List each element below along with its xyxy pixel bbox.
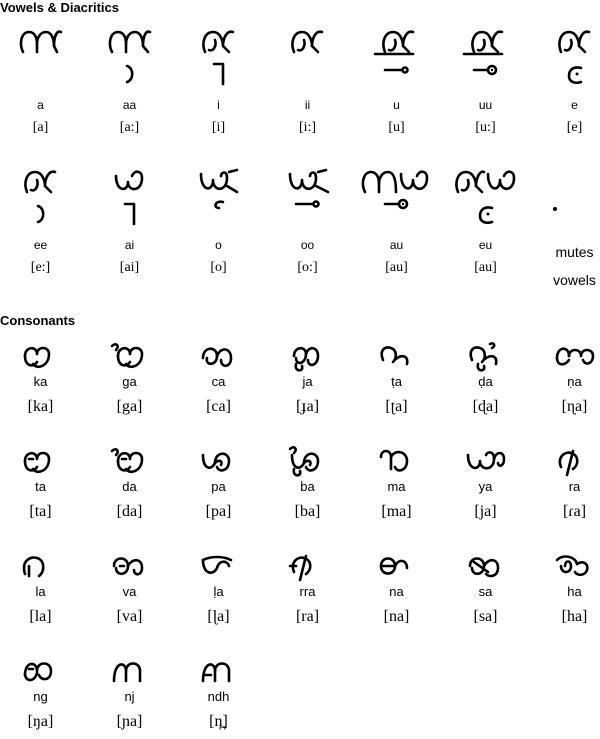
vowel-name: a xyxy=(37,98,44,112)
consonant-ipa: [la] xyxy=(29,608,52,625)
vowel-i-sign xyxy=(174,58,263,98)
vowel-au-sign xyxy=(352,198,441,238)
consonant-glyph xyxy=(441,550,530,584)
vowel-name: i xyxy=(217,98,220,112)
consonant-cell xyxy=(441,550,530,626)
consonant-name: ṇa xyxy=(567,374,582,389)
vowel-ipa: [au] xyxy=(385,260,408,275)
consonant-name: sa xyxy=(478,584,493,599)
vowel-au xyxy=(352,164,441,276)
vowel-oo-sign xyxy=(263,198,352,238)
consonant-glyph xyxy=(0,655,85,689)
consonant-glyph xyxy=(85,340,174,374)
vowel-uu-glyph xyxy=(441,24,530,58)
consonant-ipa: [ɟa] xyxy=(295,398,320,415)
consonant-cell xyxy=(530,445,600,521)
consonant-glyph xyxy=(352,340,441,374)
consonant-cell xyxy=(530,550,600,626)
vowel-ee-glyph xyxy=(0,164,85,198)
consonant-glyph xyxy=(263,340,352,374)
consonant-ipa: [ma] xyxy=(381,503,412,520)
consonant-ipa: [ɖa] xyxy=(472,398,499,415)
consonant-glyph xyxy=(352,550,441,584)
consonant-name: ca xyxy=(211,374,226,389)
consonant-glyph xyxy=(530,340,600,374)
consonant-glyph xyxy=(174,445,263,479)
consonant-glyph xyxy=(174,340,263,374)
consonant-glyph xyxy=(85,445,174,479)
vowel-oo-glyph xyxy=(263,164,352,198)
vowel-o xyxy=(174,164,263,276)
consonant-ipa: [ga] xyxy=(116,398,143,415)
consonant-ipa: [ɭa] xyxy=(207,608,230,625)
consonant-name: ja xyxy=(302,374,313,389)
vowel-ipa: [e] xyxy=(566,120,583,135)
vowel-u-sign xyxy=(352,58,441,98)
consonant-glyph xyxy=(0,340,85,374)
consonant-glyph xyxy=(441,445,530,479)
consonant-cell xyxy=(263,340,352,416)
consonant-name: ra xyxy=(568,479,581,494)
vowel-ai-glyph xyxy=(85,164,174,198)
vowel-ipa: [e:] xyxy=(30,260,51,275)
vowel-name: uu xyxy=(478,98,493,112)
vowel-a-glyph xyxy=(0,24,85,58)
consonant-cell xyxy=(352,550,441,626)
consonant-cell xyxy=(85,655,174,731)
consonant-cell xyxy=(174,340,263,416)
vowel-ipa: [a] xyxy=(32,120,49,135)
vowel-name: ii xyxy=(304,98,311,112)
consonant-ipa: [ra] xyxy=(295,608,320,625)
vowel-e-sign xyxy=(530,58,600,98)
consonant-glyph xyxy=(174,550,263,584)
consonant-name: na xyxy=(389,584,404,599)
consonant-glyph xyxy=(85,655,174,689)
vowel-ipa: [u:] xyxy=(475,120,496,135)
consonant-glyph xyxy=(530,445,600,479)
vowel-uu-sign xyxy=(441,58,530,98)
consonant-ipa: [ca] xyxy=(206,398,231,415)
vowel-uu xyxy=(441,24,530,136)
consonant-name: ṭa xyxy=(391,374,402,389)
consonant-cell xyxy=(263,550,352,626)
vowel-ee xyxy=(0,164,85,276)
consonant-name: ng xyxy=(33,689,48,704)
consonant-ipa: [pa] xyxy=(205,503,232,520)
consonant-glyph xyxy=(441,340,530,374)
vowel-name: ai xyxy=(124,238,135,252)
vowel-name: eu xyxy=(478,238,493,252)
vowel-e-glyph xyxy=(530,24,600,58)
consonant-ipa: [ʈa] xyxy=(385,398,408,415)
consonant-ipa: [ta] xyxy=(29,503,52,520)
consonant-glyph xyxy=(352,445,441,479)
vowel-a xyxy=(0,24,85,136)
vowel-eu-sign xyxy=(441,198,530,238)
consonant-name: ndh xyxy=(207,689,230,704)
consonant-ipa: [ba] xyxy=(294,503,321,520)
vowel-ii-glyph xyxy=(263,24,352,58)
vowel-aa xyxy=(85,24,174,136)
vowel-ipa: [o:] xyxy=(297,260,318,275)
mutes-label-line2: vowels xyxy=(553,272,596,288)
vowel-ii xyxy=(263,24,352,136)
vowel-ee-sign xyxy=(0,198,85,238)
consonant-name: da xyxy=(122,479,137,494)
vowel-ipa: [i] xyxy=(211,120,226,135)
vowel-u-glyph xyxy=(352,24,441,58)
vowel-name: e xyxy=(571,98,578,112)
consonant-cell xyxy=(174,655,263,731)
consonant-ipa: [ɳa] xyxy=(561,398,588,415)
consonant-cell xyxy=(174,550,263,626)
mutes-label-line1: mutes xyxy=(555,244,594,260)
vowel-eu xyxy=(441,164,530,276)
vowels-heading: Vowels & Diacritics xyxy=(0,0,119,15)
consonant-glyph xyxy=(0,445,85,479)
consonant-cell xyxy=(441,340,530,416)
vowel-name: oo xyxy=(300,238,315,252)
vowel-au-glyph xyxy=(352,164,441,198)
consonant-name: la xyxy=(35,584,46,599)
vowel-name: ee xyxy=(33,238,48,252)
consonant-ipa: [ɲa] xyxy=(116,713,143,730)
vowel-ipa: [o] xyxy=(210,260,227,275)
consonant-glyph xyxy=(174,655,263,689)
consonant-cell xyxy=(352,340,441,416)
consonant-glyph xyxy=(85,550,174,584)
consonant-cell xyxy=(0,340,85,416)
consonant-name: rra xyxy=(299,584,316,599)
consonant-glyph xyxy=(0,550,85,584)
consonant-ipa: [ja] xyxy=(474,503,497,520)
vowel-ipa: [a:] xyxy=(119,120,140,135)
consonant-name: pa xyxy=(211,479,226,494)
consonant-name: ma xyxy=(387,479,406,494)
consonant-name: va xyxy=(122,584,137,599)
consonant-cell xyxy=(0,550,85,626)
consonant-glyph xyxy=(530,550,600,584)
vowel-ipa: [u] xyxy=(388,120,405,135)
consonant-glyph xyxy=(263,445,352,479)
consonant-ipa: [da] xyxy=(116,503,143,520)
vowel-a-sign xyxy=(0,58,85,98)
consonant-name: ḷa xyxy=(213,584,224,599)
vowel-name: u xyxy=(393,98,400,112)
consonant-name: nj xyxy=(124,689,135,704)
consonant-ipa: [ka] xyxy=(27,398,54,415)
consonant-cell xyxy=(263,445,352,521)
vowel-ai xyxy=(85,164,174,276)
vowel-name: au xyxy=(389,238,404,252)
vowel-aa-glyph xyxy=(85,24,174,58)
consonant-cell xyxy=(0,445,85,521)
vowel-name: aa xyxy=(122,98,137,112)
consonant-ipa: [n̪] xyxy=(209,713,228,730)
consonant-name: ha xyxy=(567,584,582,599)
vowel-e xyxy=(530,24,600,136)
consonant-ipa: [na] xyxy=(383,608,410,625)
consonant-cell xyxy=(0,655,85,731)
consonant-name: ta xyxy=(35,479,46,494)
consonant-name: ga xyxy=(122,374,137,389)
vowel-ipa: [au] xyxy=(474,260,497,275)
consonant-ipa: [ɾa] xyxy=(562,503,587,520)
consonant-glyph xyxy=(263,550,352,584)
consonant-ipa: [ŋa] xyxy=(27,713,54,730)
consonant-cell xyxy=(85,550,174,626)
vowel-u xyxy=(352,24,441,136)
vowel-aa-sign xyxy=(85,58,174,98)
vowel-o-sign xyxy=(174,198,263,238)
vowel-i-glyph xyxy=(174,24,263,58)
consonant-cell xyxy=(530,340,600,416)
consonant-cell xyxy=(441,445,530,521)
vowel-ai-sign xyxy=(85,198,174,238)
vowel-ii-sign xyxy=(263,58,352,98)
vowel-ipa: [i:] xyxy=(298,120,317,135)
consonant-name: ya xyxy=(478,479,493,494)
vowel-eu-glyph xyxy=(441,164,530,198)
consonant-cell xyxy=(85,445,174,521)
vowel-name: o xyxy=(215,238,222,252)
vowel-o-glyph xyxy=(174,164,263,198)
consonant-ipa: [va] xyxy=(116,608,143,625)
consonant-name: ka xyxy=(33,374,48,389)
consonant-cell xyxy=(85,340,174,416)
consonant-ipa: [ha] xyxy=(561,608,588,625)
consonant-cell xyxy=(174,445,263,521)
consonant-ipa: [sa] xyxy=(473,608,498,625)
vowel-i xyxy=(174,24,263,136)
consonant-name: ḍa xyxy=(478,374,493,389)
consonant-cell xyxy=(352,445,441,521)
vowel-ipa: [ai] xyxy=(119,260,140,275)
consonants-heading: Consonants xyxy=(0,313,76,328)
virama-dot xyxy=(545,202,565,212)
vowel-oo xyxy=(263,164,352,276)
consonant-name: ba xyxy=(300,479,315,494)
